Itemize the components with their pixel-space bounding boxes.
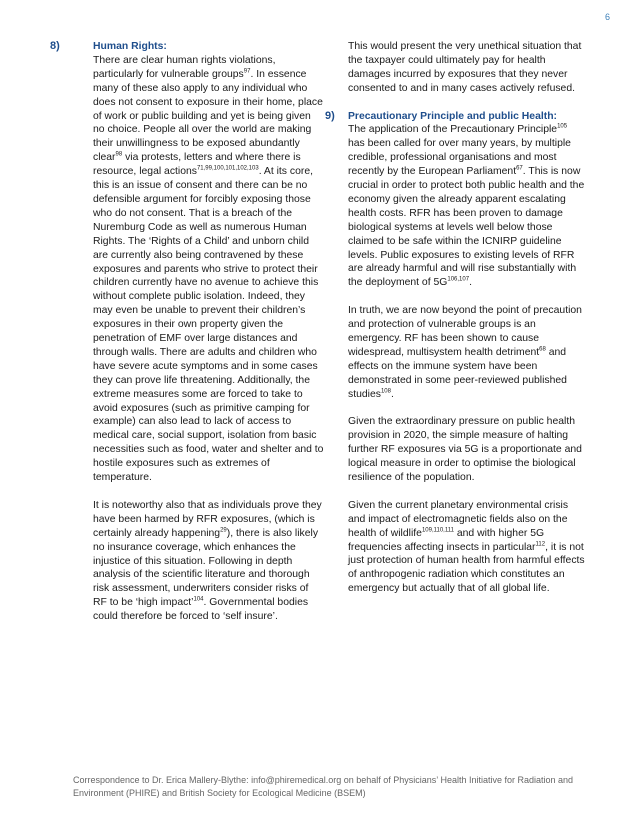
section-heading: Human Rights: [93, 41, 167, 52]
citation: 106,107 [447, 276, 470, 283]
paragraph: There are clear human rights violations, particularly for vulnerable groups$^{97}$. In essence many of these also apply to any individual who does not consent to exposure in their home, place of work or public building and yet is being given no choice. People all over the world are making their unwillingness to be exposed abundantly clear$^{98}$ via protests, letters and where there is resource, legal actions$^{71,99,100,101,102,103}$. At its core, this is an issue of consent and there can be no defensible argument for forcibly exposing those who do not consent. That is a breach of the Nuremburg Code as well as numerous Human Rights. The ‘Rights of a Child’ and unborn child are currently also being contravened by these exposures and parents who strive to protect their children currently have no avenue to achieve this without complete public isolation. Indeed, they may even be unable to prevent their children’s exposures in their own property given the penetration of EMF over large distances and through walls. There are adults and children who have severe acute symptoms and in some cases they can prove life threatening. Additionally, the extreme measures some are forced to take to avoid exposures (such as primitive camping for example) can also lead to lack of access to medical care, social support, isolation from basic necessities such as food, water and shelter and to hostile exposures such as extremes of temperature. [93, 54, 324, 484]
citation: 104 [193, 596, 204, 603]
section-precautionary-principle [325, 109, 586, 597]
citation: 68 [539, 346, 546, 353]
footer-correspondence: Correspondence to Dr. Erica Mallery-Blythe: info@phiremedical.org on behalf of Physicians’ Health Initiative for Radiation and Environment (PHIRE) and British Society for Ecological Medicine (BSEM) [73, 775, 574, 798]
citation: 98 [115, 151, 123, 158]
section-human-rights [50, 40, 325, 624]
citation: 105 [557, 123, 568, 130]
citation: 109,110,111 [421, 527, 454, 534]
citation: 97 [243, 68, 251, 75]
paragraph: It is noteworthy also that as individuals prove they have been harmed by RFR exposures, (which is certainly already happening$^{29}$), there is also likely no insurance coverage, which enhances the injustice of this situation. Following in depth analysis of the scientific literature and thorough risk assessment, underwriters consider risks of RF to be ‘high impact’$^{104}$. Governmental bodies could therefore be forced to ‘self insure’. [93, 499, 322, 623]
citation: 71,99,100,101,102,103 [196, 165, 259, 172]
left-column [50, 40, 325, 624]
paragraph-continued: This would present the very unethical situation that the taxpayer could ultimately pay for health damages incurred by exposures that they never consented to and in many cases actively refused. [348, 41, 582, 94]
page-number: 6 [604, 12, 610, 22]
section-number: 9) [325, 109, 335, 122]
citation: 108 [380, 388, 391, 395]
paragraph: Given the current planetary environmental crisis and impact of electromagnetic fields also on the health of wildlife$^{109,110,111}$ and with higher 5G frequencies affecting insects in particular$^{112}$, it is not just protection of human health from harmful effects of anthropogenic radiation which constitutes an emergency but actually that of all global life. [348, 499, 585, 595]
citation: 29 [220, 527, 227, 534]
section-number: 8) [50, 40, 60, 52]
citation: 67 [516, 165, 523, 172]
paragraph: In truth, we are now beyond the point of precaution and protection of vulnerable groups is an emergency. RF has been shown to cause widespread, multisystem health detriment$^{68}$ and effects on the immune system have been demonstrated in some peer-reviewed published studies$^{108}$. [348, 305, 582, 400]
citation: 112 [535, 541, 546, 548]
section-heading: Precautionary Principle and public Health: [348, 110, 558, 122]
paragraph: The application of the Precautionary Principle$^{105}$ has been called for over many years, by multiple credible, professional organisations and most recently by the European Parliament$^{67}$. This is now crucial in order to protect both public health and the economy given the already apparent escalating health costs. RFR has been proven to damage biological systems at levels well below those claimed to be safe within the ICNIRP guideline levels. Public exposures to existing levels of RFR are already harmful and will rise substantially with the deployment of $5G^{106,107}$. [348, 123, 585, 289]
right-column [325, 40, 586, 596]
paragraph: Given the extraordinary pressure on public health provision in 2020, the simple measure of halting further RF exposures via 5G is a proportionate and logical measure in order to optimise the biological resilience of the population. [348, 416, 582, 484]
